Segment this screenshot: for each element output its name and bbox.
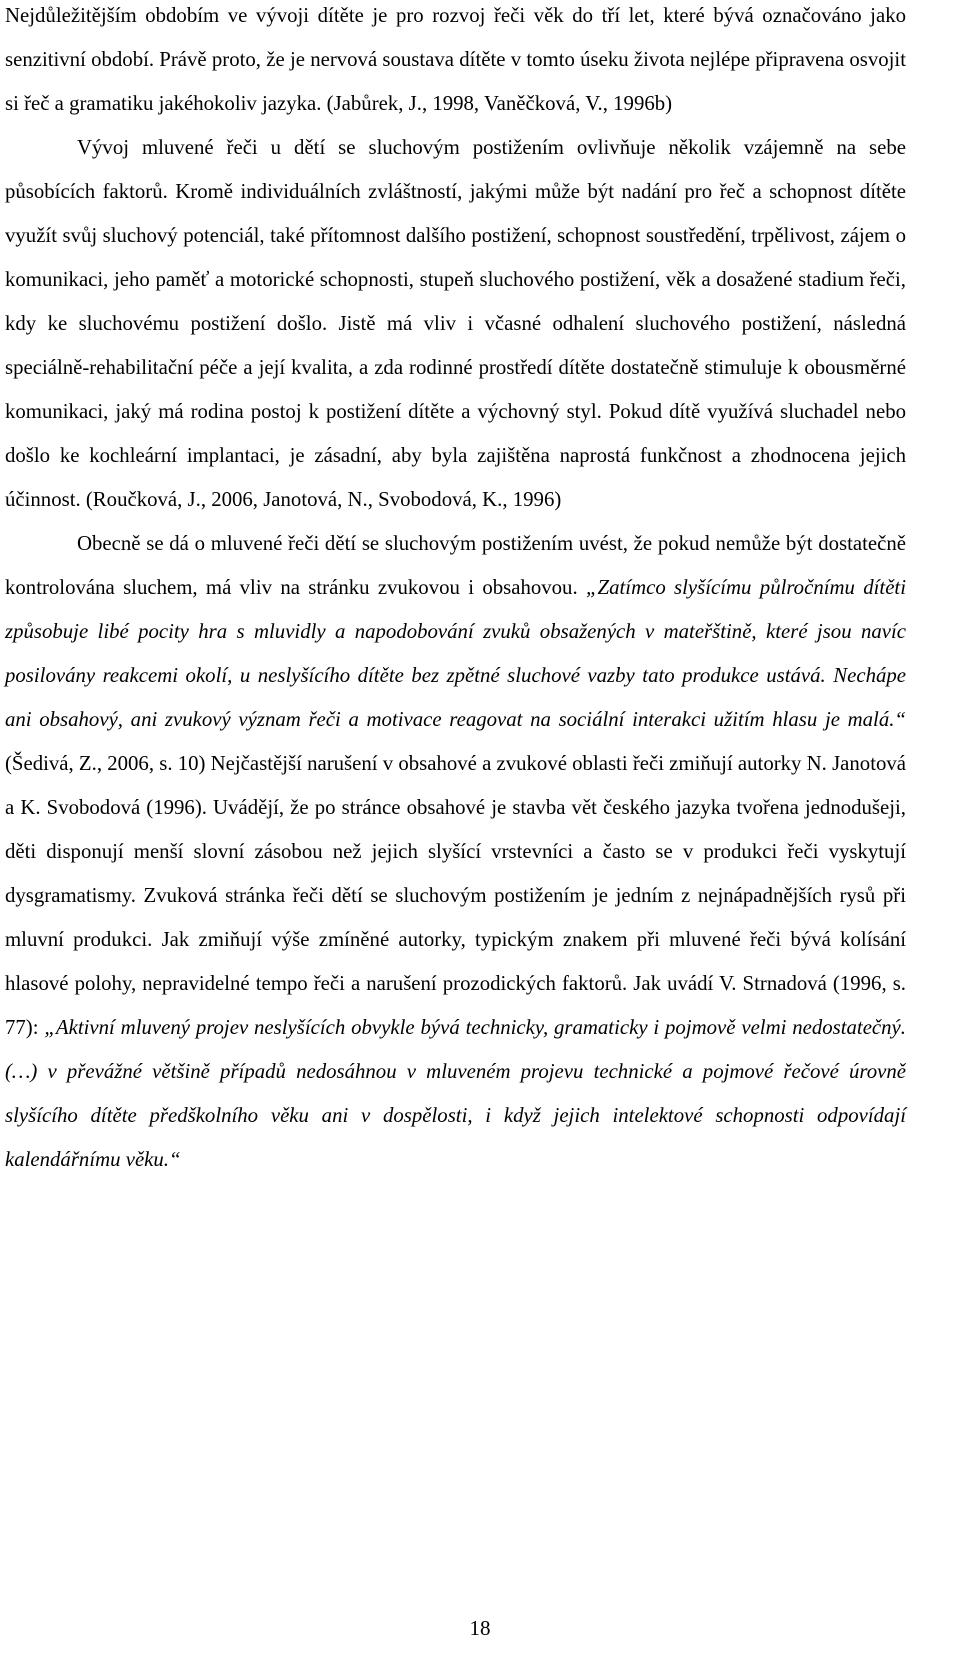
- paragraph-middle-text: (Šedivá, Z., 2006, s. 10) Nejčastější narušení v obsahové a zvukové oblasti řeči zmiňují autorky N. Janotová a K. Svobodová (1996). Uvádějí, že po stránce obsahové je stavba vět českého jazyka tvořena jednodušeji, děti disponují menší slovní zásobou než jejich slyšící vrstevníci a často se v produkci řeči vyskytují dysgramatismy. Zvuková stránka řeči dětí se sluchovým postižením je jedním z nejnápadnějších rysů při mluvní produkci. Jak zmiňují výše zmíněné autorky, typickým znakem při mluvené řeči bývá kolísání hlasové polohy, nepravidelné tempo řeči a narušení prozodických faktorů. Jak uvádí V. Strnadová (1996, s. 77):: [5, 752, 906, 1039]
- paragraph-speech-disorders: [5, 522, 906, 1182]
- paragraph-intro-text: Obecně se dá o mluvené řeči dětí se sluchovým postižením uvést, že pokud nemůže být dostatečně kontrolována sluchem, má vliv na stránku zvukovou i obsahovou.: [5, 532, 906, 599]
- quote-strnadova: „Aktivní mluvený projev neslyšících obvykle bývá technicky, gramaticky i pojmově velmi nedostatečný. (…) v převážné většině případů nedosáhnou v mluveném projevu technické a pojmové řečové úrovně slyšícího dítěte předškolního věku ani v dospělosti, i když jejich intelektové schopnosti odpovídají kalendářnímu věku.“: [5, 1016, 906, 1171]
- paragraph-development-factors: Vývoj mluvené řeči u dětí se sluchovým postižením ovlivňuje několik vzájemně na sebe působících faktorů. Kromě individuálních zvláštností, jakými může být nadání pro řeč a schopnost dítěte využít svůj sluchový potenciál, také přítomnost dalšího postižení, schopnost soustředění, trpělivost, zájem o komunikaci, jeho paměť a motorické schopnosti, stupeň sluchového postižení, věk a dosažené stadium řeči, kdy ke sluchovému postižení došlo. Jistě má vliv i včasné odhalení sluchového postižení, následná speciálně-rehabilitační péče a její kvalita, a zda rodinné prostředí dítěte dostatečně stimuluje k obousměrné komunikaci, jaký má rodina postoj k postižení dítěte a výchovný styl. Pokud dítě využívá sluchadel nebo došlo ke kochleární implantaci, je zásadní, aby byla zajištěna naprostá funkčnost a zhodnocena jejich účinnost. (Roučková, J., 2006, Janotová, N., Svobodová, K., 1996): [5, 136, 906, 511]
- body-text: [5, 0, 906, 1182]
- page-number: 18: [469, 1616, 491, 1640]
- quote-sediva: „Zatímco slyšícímu půlročnímu dítěti způsobuje libé pocity hra s mluvidly a napodobování zvuků obsažených v mateřštině, které jsou navíc posilovány reakcemi okolí, u neslyšícího dítěte bez zpětné sluchové vazby tato produkce ustává. Nechápe ani obsahový, ani zvukový význam řeči a motivace reagovat na sociální interakci užitím hlasu je malá.“: [5, 576, 906, 731]
- paragraph-sensitive-period: Nejdůležitějším obdobím ve vývoji dítěte je pro rozvoj řeči věk do tří let, které bývá označováno jako senzitivní období. Právě proto, že je nervová soustava dítěte v tomto úseku života nejlépe připravena osvojit si řeč a gramatiku jakéhokoliv jazyka. (Jabůrek, J., 1998, Vaněčková, V., 1996b): [5, 4, 906, 115]
